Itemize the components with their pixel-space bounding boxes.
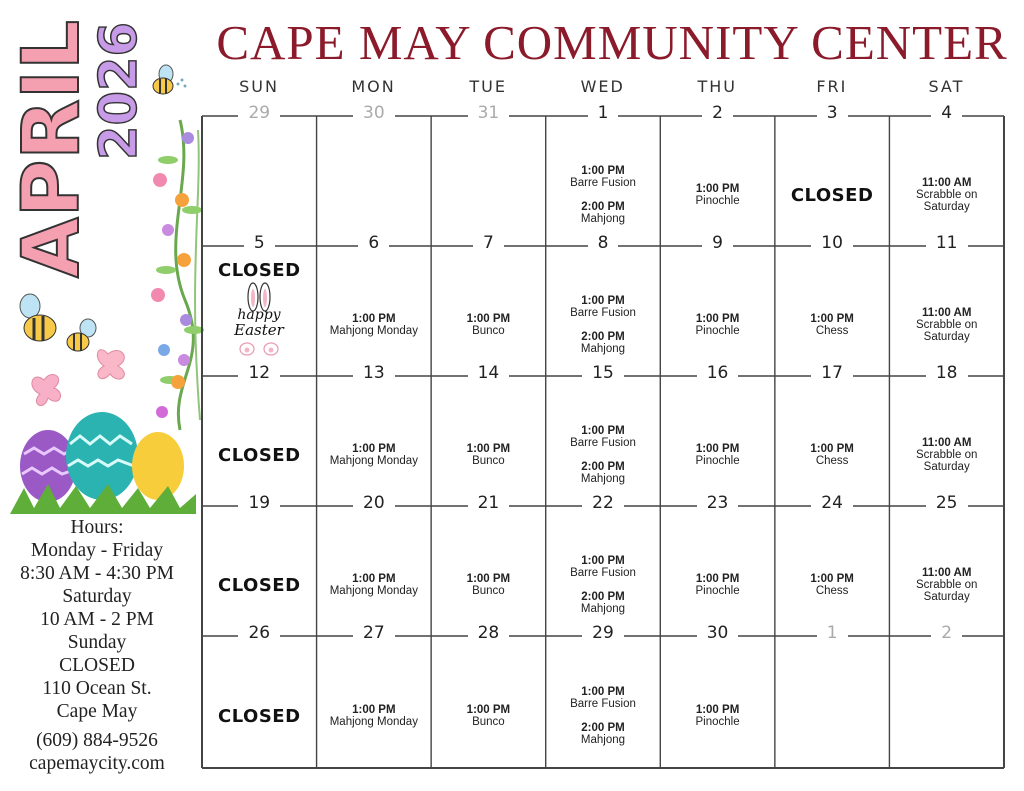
event-name: Barre Fusion [570,567,636,579]
day-number-text: 29 [582,623,624,643]
day-events [431,664,546,768]
event-name: Mahjong [580,213,626,225]
day-number [546,104,661,122]
website-link: capemaycity.com [29,753,165,774]
day-events [775,404,890,506]
day-number-text: 14 [468,363,510,383]
event-name: Scrabble on Saturday [916,319,978,343]
event-item [330,704,418,728]
calendar-day-cell [660,493,775,636]
day-number-text: 29 [238,103,280,123]
calendar-day-cell [546,493,661,636]
calendar-day-cell [889,493,1004,636]
day-events [202,664,317,768]
page-title: CAPE MAY COMMUNITY CENTER [216,15,1008,70]
event-name: Mahjong [580,473,626,485]
day-events [431,144,546,246]
event-item [581,201,625,225]
calendar-day-cell [431,233,546,376]
day-number [431,494,546,512]
day-number-text: 19 [238,493,280,513]
day-number-text: 6 [358,233,389,253]
event-name: Pinochle [695,325,740,337]
day-number [431,624,546,642]
event-item [467,704,510,728]
event-name: Barre Fusion [570,698,636,710]
event-item [467,573,510,597]
day-events [317,664,432,768]
day-events [202,534,317,636]
event-name: Chess [815,325,849,337]
day-number [889,234,1004,252]
day-events [775,534,890,636]
event-item [467,443,510,467]
day-events [546,144,661,246]
day-events [431,404,546,506]
day-number [889,104,1004,122]
day-number [889,364,1004,382]
day-number [546,364,661,382]
day-number-text: 10 [811,233,853,253]
event-name: Scrabble on Saturday [916,189,978,213]
calendar-day-cell [775,493,890,636]
event-name: Pinochle [695,195,740,207]
day-events [660,534,775,636]
day-number [660,624,775,642]
day-number [660,494,775,512]
month-text: APRIL [7,21,97,278]
event-time: 11:00 AM [921,437,972,449]
event-item [581,331,625,355]
day-number-text: 30 [697,623,739,643]
calendar-day-cell [202,493,317,636]
day-events [431,274,546,376]
day-events [317,274,432,376]
day-number-text: 13 [353,363,395,383]
calendar-day-cell [889,363,1004,506]
easter-text-2: Easter [234,321,285,339]
address-line-2: Cape May [56,701,138,722]
calendar-day-cell [660,363,775,506]
event-time: 1:00 PM [352,443,396,455]
day-events [317,144,432,246]
day-number [202,364,317,382]
day-number [202,624,317,642]
weekday-label: Monday - Friday [30,540,164,561]
calendar-day-cell [202,363,317,506]
saturday-label: Saturday [62,586,132,607]
day-events [202,404,317,506]
event-item [695,183,739,207]
event-item [330,443,418,467]
event-time: 11:00 AM [921,567,972,579]
calendar-day-cell [775,233,890,376]
day-events [889,664,1004,768]
day-events [546,274,661,376]
day-number-text: 9 [702,233,733,253]
event-name: Pinochle [695,455,740,467]
month-title [6,12,97,282]
day-number-text: 2 [931,623,962,643]
calendar-day-cell [889,103,1004,246]
event-item [570,425,636,449]
day-number-text: 23 [697,493,739,513]
day-events [775,274,890,376]
event-time: 1:00 PM [695,573,740,585]
day-events [202,144,317,246]
event-time: 1:00 PM [581,425,625,437]
event-time: 11:00 AM [921,177,972,189]
calendar-day-cell [317,623,432,768]
event-item [581,722,625,746]
event-name: Mahjong [580,603,626,615]
day-events [660,404,775,506]
happy-easter-bunny-icon [219,281,299,359]
year-title [88,15,149,163]
calendar-day-cell [202,233,317,376]
day-number-text: 1 [588,103,619,123]
closed-label: CLOSED [218,260,301,281]
day-number [889,494,1004,512]
calendar-day-cell [431,363,546,506]
calendar-day-cell [317,363,432,506]
event-name: Bunco [472,716,505,728]
event-time: 1:00 PM [466,313,511,325]
calendar-day-cell [775,103,890,246]
day-number [546,494,661,512]
event-time: 2:00 PM [581,201,625,213]
day-name-tue: TUE [469,77,507,96]
day-number-text: 31 [468,103,510,123]
day-number [546,624,661,642]
day-number-text: 17 [811,363,853,383]
day-number [431,234,546,252]
hours-heading: Hours: [70,517,124,538]
day-events [775,664,890,768]
day-events [317,404,432,506]
event-name: Barre Fusion [570,177,636,189]
calendar-day-cell [431,493,546,636]
calendar-day-cell [202,103,317,246]
event-name: Scrabble on Saturday [916,579,978,603]
day-number-text: 20 [353,493,395,513]
event-item [330,313,418,337]
day-number-text: 25 [926,493,968,513]
day-number-text: 26 [238,623,280,643]
day-events [889,534,1004,636]
event-time: 1:00 PM [695,704,740,716]
event-time: 1:00 PM [581,295,625,307]
calendar-day-cell [660,233,775,376]
event-time: 1:00 PM [695,313,740,325]
day-number-text: 22 [582,493,624,513]
day-number [546,234,661,252]
day-name-fri: FRI [816,77,848,96]
bee-icon [148,62,188,100]
day-number [660,364,775,382]
sunday-hours: CLOSED [59,655,135,676]
day-name-thu: THU [697,77,738,96]
day-number-text: 16 [697,363,739,383]
event-name: Pinochle [695,585,740,597]
day-events [660,664,775,768]
day-number [317,624,432,642]
event-item [695,573,739,597]
closed-label: CLOSED [218,574,301,596]
calendar-day-cell [889,623,1004,768]
event-item [581,591,625,615]
day-events [546,664,661,768]
event-item [695,443,739,467]
day-events [546,534,661,636]
day-number-text: 27 [353,623,395,643]
day-number-text: 18 [926,363,968,383]
day-number-text: 4 [931,103,962,123]
event-time: 1:00 PM [810,313,854,325]
event-time: 1:00 PM [466,704,511,716]
event-time: 1:00 PM [581,555,625,567]
event-time: 2:00 PM [581,461,625,473]
address-line-1: 110 Ocean St. [42,678,152,699]
day-events [889,144,1004,246]
year-text: 2026 [89,15,149,160]
day-number-text: 12 [238,363,280,383]
day-number-text: 8 [588,233,619,253]
event-time: 2:00 PM [581,331,625,343]
event-name: Mahjong [580,343,626,355]
event-item [695,704,739,728]
event-item [912,307,982,343]
day-number [775,104,890,122]
event-item [810,443,853,467]
calendar-day-cell [317,103,432,246]
calendar-day-cell [431,103,546,246]
bees-butterflies-decoration [8,292,136,416]
day-number-text: 5 [244,233,275,253]
day-number [317,234,432,252]
day-name-wed: WED [580,77,625,96]
event-time: 1:00 PM [466,573,511,585]
event-item [570,555,636,579]
event-time: 2:00 PM [581,722,625,734]
event-item [570,295,636,319]
day-number-text: 21 [468,493,510,513]
event-item [912,437,982,473]
event-item [912,177,982,213]
day-number [775,234,890,252]
day-number-text: 11 [926,233,968,253]
hours-panel [0,516,194,775]
event-name: Barre Fusion [570,437,636,449]
day-number [431,364,546,382]
event-name: Barre Fusion [570,307,636,319]
event-name: Mahjong Monday [329,325,418,337]
event-time: 1:00 PM [810,573,854,585]
event-item [810,573,853,597]
day-number [889,624,1004,642]
event-time: 1:00 PM [466,443,511,455]
day-number-text: 1 [817,623,848,643]
event-name: Chess [815,455,849,467]
day-number-text: 28 [468,623,510,643]
event-name: Bunco [472,325,505,337]
event-name: Mahjong Monday [329,716,418,728]
easter-text-1: happy [237,307,281,323]
calendar-grid [202,103,1004,768]
day-events [660,274,775,376]
event-time: 1:00 PM [810,443,854,455]
day-number-text: 3 [817,103,848,123]
day-number [202,494,317,512]
day-number [317,364,432,382]
day-number [775,364,890,382]
event-name: Bunco [472,455,505,467]
calendar-day-cell [317,233,432,376]
calendar-day-cell [889,233,1004,376]
event-item [810,313,853,337]
event-name: Mahjong Monday [329,455,418,467]
day-events [202,260,317,376]
event-item [570,686,636,710]
closed-label: CLOSED [218,705,301,727]
day-number [202,104,317,122]
calendar-day-cell [317,493,432,636]
day-number [660,234,775,252]
event-name: Pinochle [695,716,740,728]
event-time: 1:00 PM [695,183,740,195]
phone-number: (609) 884-9526 [36,730,158,751]
closed-label: CLOSED [790,184,874,206]
event-item [467,313,510,337]
day-number [775,624,890,642]
day-number [202,234,317,252]
calendar-day-cell [660,103,775,246]
event-item [695,313,739,337]
calendar-day-cell [546,103,661,246]
day-name-mon: MON [351,77,396,96]
day-number [775,494,890,512]
event-item [581,461,625,485]
event-name: Chess [815,585,849,597]
day-number [317,104,432,122]
calendar-day-cell [660,623,775,768]
event-item [330,573,418,597]
calendar-day-cell [431,623,546,768]
event-time: 11:00 AM [921,307,972,319]
sunday-label: Sunday [67,632,127,653]
calendar-day-cell [775,363,890,506]
day-name-sun: SUN [239,77,279,96]
calendar-day-cell [546,233,661,376]
day-events [546,404,661,506]
saturday-hours: 10 AM - 2 PM [40,609,154,630]
calendar-day-cell [546,363,661,506]
day-number-text: 7 [473,233,504,253]
easter-eggs-decoration [10,404,196,514]
closed-label: CLOSED [218,444,301,466]
calendar-day-cell [202,623,317,768]
day-number-text: 15 [582,363,624,383]
event-name: Mahjong [580,734,626,746]
day-number [660,104,775,122]
day-name-sat: SAT [928,77,965,96]
event-name: Mahjong Monday [329,585,418,597]
day-number [431,104,546,122]
day-events [889,404,1004,506]
event-time: 1:00 PM [695,443,740,455]
event-time: 1:00 PM [352,704,396,716]
event-item [912,567,982,603]
event-time: 1:00 PM [581,165,625,177]
event-time: 1:00 PM [352,573,396,585]
calendar-day-cell [546,623,661,768]
day-events [889,274,1004,376]
event-time: 1:00 PM [352,313,396,325]
event-name: Scrabble on Saturday [916,449,978,473]
weekday-hours: 8:30 AM - 4:30 PM [20,563,174,584]
event-time: 2:00 PM [581,591,625,603]
event-item [570,165,636,189]
day-events [775,144,890,246]
day-number-text: 2 [702,103,733,123]
day-events [431,534,546,636]
day-events [317,534,432,636]
event-name: Bunco [472,585,505,597]
calendar-day-cell [775,623,890,768]
day-number [317,494,432,512]
day-number-text: 24 [811,493,853,513]
event-time: 1:00 PM [581,686,625,698]
day-events [660,144,775,246]
day-number-text: 30 [353,103,395,123]
